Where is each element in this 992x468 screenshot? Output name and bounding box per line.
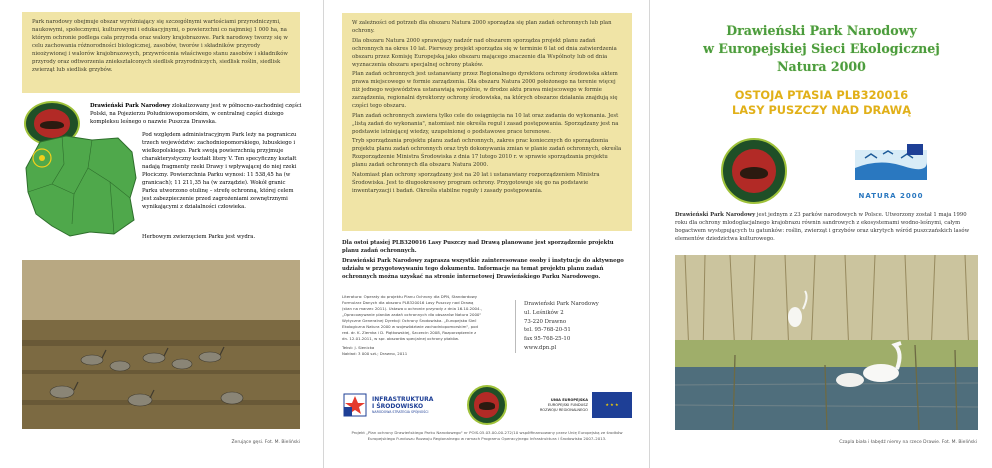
address-line: 73-220 Drawno (524, 318, 567, 325)
contact-address (515, 300, 639, 353)
literature-text: Literatura: Operaty do projektu Planu Ochrony dla DPN, Standardowy Formularz Danych dla obszaru PLB320016 Lasy Puszczy nad Drawą (stan na marzec 2011). Ustawa o ochronie przyrody z dnia 16.10.2004., „Opracowywanie planów zadań ochronnych dla obszarów Natura 2000" Wytyczne Generalnej Dyrekcji Ochrony Środowiska. „Europejska Sieć Ekologiczna Natura 2000 w województwie zachodniopomorskim", pod red. dr. K. Ziemka i D. Piątkowskiej, Szczecin 2008, Rozporządzenie z dn. 12.01.2011, w spr. obszarów specjalnej ochrony ptaków. (342, 294, 482, 341)
infrastruktura-logo (342, 392, 433, 418)
invitation-p2: Drawieński Park Narodowy zaprasza wszystkie zainteresowane osoby i instytucje do aktywnego udziału w przygotowywaniu tego dokumentu. Informacje na temat projektu planu zadań ochronnych można uzyskać na stronie internetowej Drawieńskiego Parku Narodowego. (342, 258, 624, 280)
infra-sub: NARODOWA STRATEGIA SPÓJNOŚCI (372, 409, 429, 414)
desc-rest: jest jednym z 23 parków narodowych w Polsce. Utworzony został 1 maja 1990 roku dla ochrony mlodoglacjalnego krajobrazu równin sandrowych z ekosystemami wodno-leśnymi, całym bogactwem występujących tu gatunków: roślin, zwierząt i grzybów oraz ukrytych wśród puszczańskich lasów elementów dziedzictwa kulturowego. (675, 212, 970, 242)
intro-rest: zlokalizowany jest w północno-zachodniej części Polski, na Pojezierzu Południowopomorskim, w centralnej części dużego kompleksu leśnego o nazwie Puszcza Drawska. (90, 103, 302, 125)
plan-paragraph: Tryb sporządzania projektu planu zadań ochronnych, zakres prac koniecznych do sporządzenia projektu planu zadań ochronnych oraz tryb dokonywania zmian w planie zadań ochronnych, określa Rozporządzenie Ministra Środowiska z dnia 17 lutego 2010 r. w sprawie sporządzania projektu planu zadań ochronnych dla obszaru Natura 2000. (352, 138, 622, 169)
natura-2000-logo (849, 140, 933, 202)
funding-logos (342, 381, 632, 429)
infra-title2: I ŚRODOWISKO (372, 402, 424, 410)
plan-paragraph: Plan zadań ochronnych jest ustanawiany przez Regionalnego dyrektora ochrony środowiska aktem prawa miejscowego w formie zarządzenia. Dla obszaru Natura 2000 położonego na terenie więcej niż jednego województwa ustanawiają wspólnie, w drodze aktu prawa miejscowego w formie zarządzenia, regionalni dyrektorzy ochrony środowiska, na których obszarze działania znajdują się części tego obszaru. (352, 71, 618, 110)
title-line: w Europejskiej Sieci Ekologicznej (703, 40, 940, 56)
dpn-logo (721, 138, 787, 204)
title-line: Drawieński Park Narodowy (726, 23, 917, 38)
invitation-p1: Dla ostoi ptasiej PLB320016 Lasy Puszczy nad Drawą planowane jest sporządzenie projektu planu zadań ochronnych. (342, 240, 614, 254)
admin-paragraph: Pod względem administracyjnym Park leży na pograniczu trzech województw: zachodniopomorskiego, lubuskiego i wielkopolskiego. Park swoją powierzchnią przyjmuje charakterystyczny kształt litery V. Ten specyficzny kształt nadają fragmenty rzeki Drawy i wpływającej do niej rzeki Płociczny. Powierzchnia Parku wynosi: 11 538,45 ha (w granicach); 11 211,35 ha (w zarządzie). Wokół granic Parku utworzono otulinę – strefę ochronną, której celem jest zabezpieczenie przed zagrożeniami zewnętrznymi wynikającymi z działalności człowieka. (142, 132, 297, 210)
natura-plan-box (342, 13, 632, 231)
photo-caption-geese: Żerujące gęsi. Fot. M. Bieliński (231, 440, 300, 445)
funding-footer: Projekt „Plan ochrony Drawieńskiego Parku Narodowego" nr POIS.05.03.00-00-272/10 współfinansowany przez Unię Europejską ze środków Europejskiego Funduszu Rozwoju Regionalnego w ramach Programu Operacyjnego Infrastruktura i Środowisko 2007–2013. (351, 430, 623, 441)
geese-photo (22, 260, 300, 429)
title-line: Natura 2000 (777, 58, 866, 74)
website-link[interactable]: www.dpn.pl (524, 344, 557, 351)
address-line: ul. Leśników 2 (524, 309, 564, 316)
intro-paragraph (90, 102, 302, 126)
address-line: tel. 95-768-20-51 (524, 327, 571, 334)
birds-emblem-icon (849, 140, 933, 188)
address-line: Drawieński Park Narodowy (524, 301, 599, 307)
park-logo-small (467, 385, 507, 425)
poland-map (22, 134, 140, 238)
eu-line2: EUROPEJSKI FUNDUSZ (547, 402, 588, 407)
photo-caption-swan: Czapla biała i łabędź niemy na rzece Drawie. Fot. M. Bieliński (839, 440, 977, 445)
panel-right (651, 0, 992, 468)
eu-flag-icon: ★ ★ ★ (592, 392, 632, 418)
panel-left (0, 0, 322, 468)
subtitle (666, 88, 977, 119)
eu-logo (540, 392, 632, 418)
plan-paragraph: Plan zadań ochronnych zawiera tylko cele do osiągnięcia na 10 lat oraz zadania do wykonania. Jest „listą zadań do wykonania", natomiast nie określa reguł i zasad postępowania. Sporządzany jest na podstawie istniejącej wiedzy, uzupełnionej o podstawowe prace terenowe. (352, 112, 619, 135)
plan-paragraph: Dla obszaru Natura 2000 sprawujący nadzór nad obszarem sporządza projekt planu zadań ochronnych na okres 10 lat. Pierwszy projekt sporządza się w terminie 6 lat od dnia zatwierdzenia obszaru przez Komisję Europejską jako obszaru mającego znaczenie dla Wspólnoty lub od dnia wyznaczenia obszaru specjalnej ochrony ptaków. (352, 37, 617, 68)
text-author: Tekst: J. Sienicka (342, 345, 375, 350)
subtitle-line: LASY PUSZCZY NAD DRAWĄ (731, 103, 912, 118)
intro-bold: Drawieński Park Narodowy (90, 103, 171, 109)
invitation-text (342, 239, 632, 283)
literature-block (342, 294, 482, 357)
desc-bold: Drawieński Park Narodowy (675, 212, 756, 218)
eu-line1: UNIA EUROPEJSKA (550, 397, 588, 402)
plan-paragraph: W zależności od potrzeb dla obszaru Natura 2000 sporządza się plan zadań ochronnych lub plan ochrony. (352, 20, 612, 34)
swan-egret-photo (675, 255, 978, 430)
infra-title: INFRASTRUKTURA (372, 395, 434, 403)
panel-middle (323, 0, 650, 468)
subtitle-line: OSTOJA PTASIA PLB320016 (734, 88, 909, 102)
herb-paragraph: Herbowym zwierzęciem Parku jest wydra. (142, 234, 256, 240)
address-line: fax 95-768-25-10 (524, 336, 571, 343)
star-emblem-icon (342, 392, 368, 418)
main-title (666, 22, 977, 75)
eu-line3: ROZWOJU REGIONALNEGO (539, 407, 588, 412)
park-description (675, 211, 978, 243)
intro-box: Park narodowy obejmuje obszar wyróżniający się szczególnymi wartościami przyrodniczymi, naukowymi, społecznymi, kulturowymi i edukacyjnymi, o powierzchni co najmniej 1 000 ha, na którym ochronie podlega cała przyroda oraz walory krajobrazowe. Park narodowy tworzy się w celu zachowania różnorodności biologicznej, zasobów, tworów i składników przyrody nieożywionej i walorów krajobrazowych, przywrócenia właściwego stanu zasobów i składników przyrody oraz odtworzenia zniekształconych siedlisk przyrodniczych, siedlisk roślin, siedlisk zwierząt lub siedlisk grzybów. (22, 12, 300, 93)
print-run: Nakład: 3 000 szt.; Drawno, 2011 (342, 351, 408, 356)
plan-paragraph: Natomiast plan ochrony sporządzany jest na 20 lat i ustanawiany rozporządzeniem Ministra Środowiska. Jest to długookresowy program ochrony. Przygotowuje się go na podstawie inwentaryzacji i badań. Określa stabilne reguły i zasady postępowania. (352, 171, 600, 194)
natura-label: NATURA 2000 (858, 192, 924, 200)
